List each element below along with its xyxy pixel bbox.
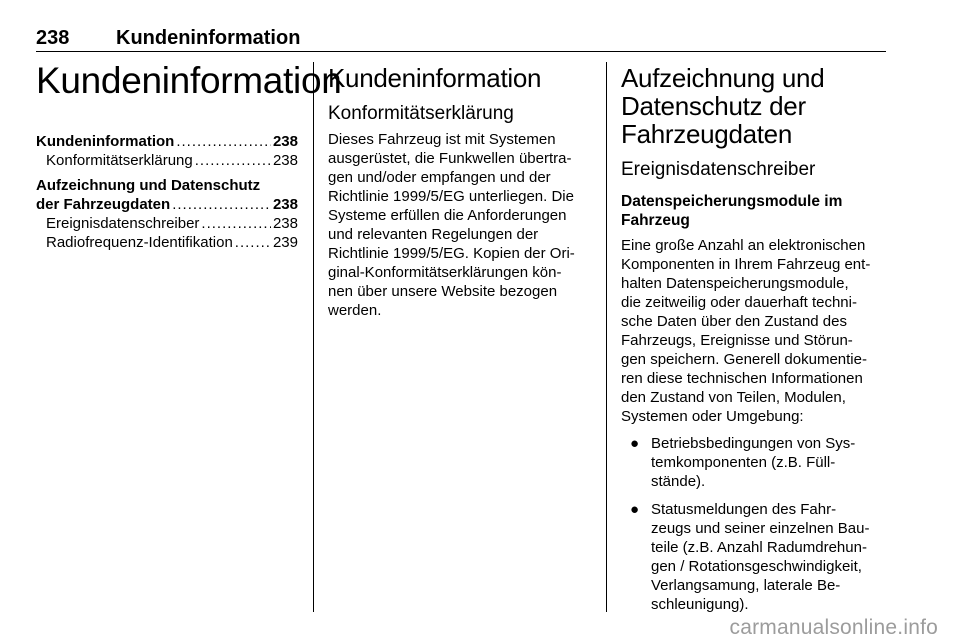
text-line: teile (z.B. Anzahl Radumdrehun- xyxy=(651,539,867,556)
toc-entry[interactable] xyxy=(36,195,298,214)
toc-entry-label: der Fahrzeugdaten xyxy=(36,196,171,213)
toc-entry[interactable] xyxy=(36,233,298,252)
subsubheading-datenspeicherung xyxy=(621,192,887,230)
text-line: den Zustand von Teilen, Modulen, xyxy=(621,389,846,406)
text-line: Eine große Anzahl an elektronischen xyxy=(621,237,866,254)
column-divider-2 xyxy=(606,62,607,612)
data-storage-paragraph xyxy=(621,236,887,426)
watermark: carmanualsonline.info xyxy=(729,616,938,639)
column-divider-1 xyxy=(313,62,314,612)
toc-entry-label: Konformitätserklärung xyxy=(46,152,193,169)
bullet-icon: ● xyxy=(630,435,640,452)
text-line: die zeitweilig oder dauerhaft techni- xyxy=(621,294,857,311)
text-line: Dieses Fahrzeug ist mit Systemen xyxy=(328,131,556,148)
text-line: gen / Rotationsgeschwindigkeit, xyxy=(651,558,862,575)
toc-entry-label: Radiofrequenz-Identifikation xyxy=(46,234,233,251)
toc-entry-page: 238 xyxy=(272,196,298,213)
toc-entry-page: 239 xyxy=(272,234,298,251)
toc-entry-label: Kundeninformation xyxy=(36,133,175,150)
text-line: Fahrzeugs, Ereignisse und Störun- xyxy=(621,332,853,349)
subheading-ereignisdatenschreiber: Ereignisdatenschreiber xyxy=(621,159,816,180)
table-of-contents xyxy=(36,132,298,252)
toc-column xyxy=(36,60,342,252)
toc-leader-dots xyxy=(201,214,271,233)
toc-entry[interactable] xyxy=(36,151,298,170)
text-line: Systeme erfüllen die Anforderungen xyxy=(328,207,567,224)
header-rule xyxy=(36,51,886,52)
toc-entry[interactable] xyxy=(36,132,298,151)
text-line: Aufzeichnung und xyxy=(621,63,825,93)
text-line: Datenschutz der xyxy=(621,91,806,121)
text-line: Statusmeldungen des Fahr- xyxy=(651,501,837,518)
text-line: Systemen oder Umgebung: xyxy=(621,408,804,425)
toc-leader-dots xyxy=(172,195,271,214)
text-line: gen und/oder empfangen und der xyxy=(328,169,551,186)
subheading-konformitaet: Konformitätserklärung xyxy=(328,103,514,124)
text-line: Richtlinie 1999/5/EG. Kopien der Ori- xyxy=(328,245,575,262)
toc-entry-page: 238 xyxy=(272,152,298,169)
text-line: temkomponenten (z.B. Füll- xyxy=(651,454,836,471)
toc-entry-page: 238 xyxy=(272,215,298,232)
conformity-paragraph xyxy=(328,130,592,320)
text-line: halten Datenspeicherungsmodule, xyxy=(621,275,849,292)
text-line: Fahrzeugdaten xyxy=(621,119,793,149)
text-line: ginal-Konformitätserklärungen kön- xyxy=(328,264,562,281)
text-line: werden. xyxy=(328,302,382,319)
text-line: ausgerüstet, die Funkwellen übertra- xyxy=(328,150,572,167)
list-item-text xyxy=(651,435,855,490)
text-line: Komponenten in Ihrem Fahrzeug ent- xyxy=(621,256,871,273)
section-title-aufzeichnung xyxy=(621,64,887,148)
list-item xyxy=(621,500,887,614)
text-line: Richtlinie 1999/5/EG unterliegen. Die xyxy=(328,188,574,205)
toc-leader-dots xyxy=(176,132,271,151)
toc-entry-label: Aufzeichnung und Datenschutz xyxy=(36,177,261,194)
text-line: gen speichern. Generell dokumentie- xyxy=(621,351,867,368)
bullet-list xyxy=(621,434,887,614)
text-line: und relevanten Regelungen der xyxy=(328,226,539,243)
toc-leader-dots xyxy=(195,151,271,170)
text-line: nen über unsere Website bezogen xyxy=(328,283,558,300)
data-recording-column xyxy=(621,64,887,623)
conformity-column xyxy=(328,64,592,320)
toc-entry-label: Ereignisdatenschreiber xyxy=(46,215,200,232)
text-line: zeugs und seiner einzelnen Bau- xyxy=(651,520,870,537)
bullet-icon: ● xyxy=(630,501,640,518)
text-line: ren diese technischen Informationen xyxy=(621,370,863,387)
running-header-title: Kundeninformation xyxy=(116,27,301,49)
text-line: sche Daten über den Zustand des xyxy=(621,313,847,330)
text-line: schleunigung). xyxy=(651,596,749,613)
text-line: Fahrzeug xyxy=(621,212,690,229)
toc-leader-dots xyxy=(235,233,271,252)
text-line: Betriebsbedingungen von Sys- xyxy=(651,435,856,452)
chapter-title: Kundeninformation xyxy=(36,60,342,101)
text-line: Datenspeicherungsmodule im xyxy=(621,193,843,210)
toc-entry[interactable] xyxy=(36,176,298,195)
toc-entry[interactable] xyxy=(36,214,298,233)
section-title-kundeninformation: Kundeninformation xyxy=(328,63,542,93)
toc-entry-page: 238 xyxy=(272,133,298,150)
page-number: 238 xyxy=(36,27,70,49)
text-line: Verlangsamung, laterale Be- xyxy=(651,577,841,594)
list-item xyxy=(621,434,887,491)
text-line: stände). xyxy=(651,473,706,490)
list-item-text xyxy=(651,501,869,613)
